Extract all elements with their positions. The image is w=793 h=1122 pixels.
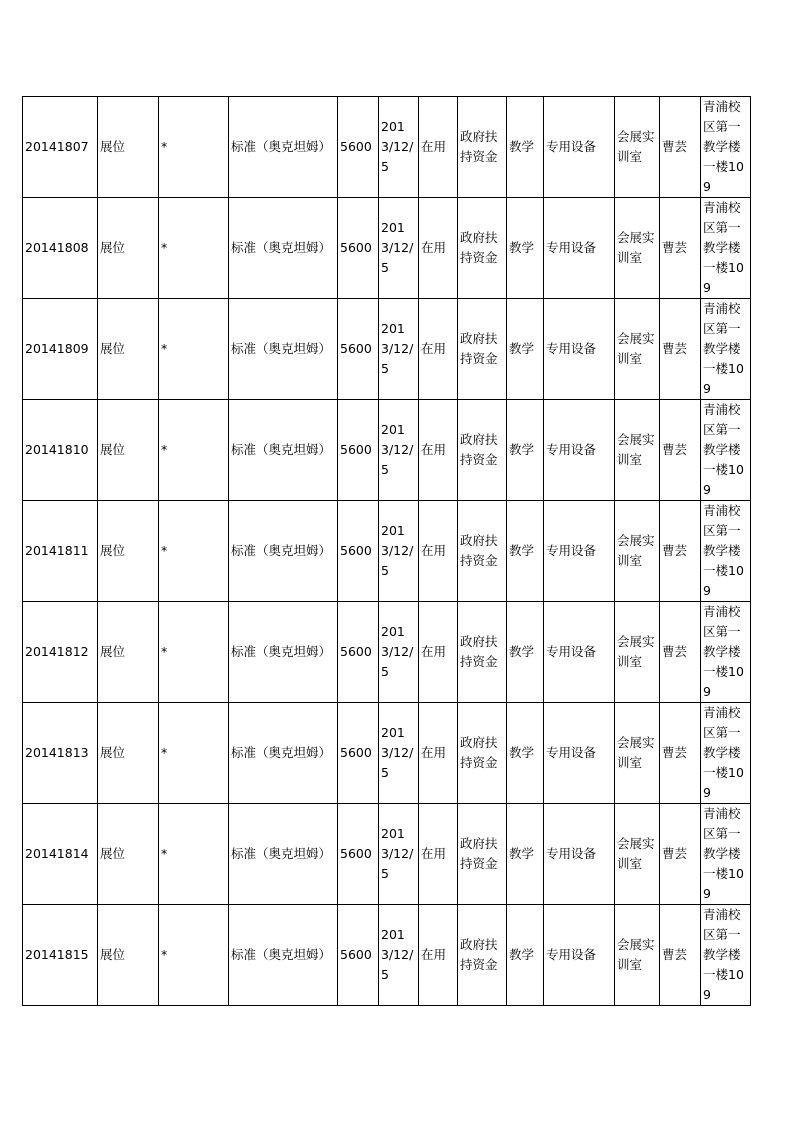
mark-cell: * bbox=[159, 400, 229, 501]
model-cell: 标准（奥克坦姆） bbox=[229, 905, 338, 1006]
department-cell: 会展实训室 bbox=[615, 602, 660, 703]
mark-cell: * bbox=[159, 501, 229, 602]
asset-table bbox=[22, 96, 751, 1006]
date-cell: 2013/12/5 bbox=[379, 198, 419, 299]
date-cell: 2013/12/5 bbox=[379, 905, 419, 1006]
fund-source-cell: 政府扶持资金 bbox=[458, 602, 507, 703]
table-row bbox=[23, 602, 751, 703]
table-body bbox=[23, 97, 751, 1006]
model-cell: 标准（奥克坦姆） bbox=[229, 703, 338, 804]
asset-name-cell: 展位 bbox=[98, 400, 159, 501]
department-cell: 会展实训室 bbox=[615, 703, 660, 804]
status-cell: 在用 bbox=[419, 97, 458, 198]
department-cell: 会展实训室 bbox=[615, 804, 660, 905]
asset-id-cell: 20141809 bbox=[23, 299, 98, 400]
asset-name-cell: 展位 bbox=[98, 501, 159, 602]
category-cell: 专用设备 bbox=[544, 198, 615, 299]
status-cell: 在用 bbox=[419, 501, 458, 602]
asset-name-cell: 展位 bbox=[98, 602, 159, 703]
asset-id-cell: 20141812 bbox=[23, 602, 98, 703]
custodian-cell: 曹芸 bbox=[660, 905, 701, 1006]
usage-cell: 教学 bbox=[507, 602, 544, 703]
location-cell: 青浦校区第一教学楼一楼109 bbox=[701, 198, 751, 299]
asset-id-cell: 20141813 bbox=[23, 703, 98, 804]
status-cell: 在用 bbox=[419, 400, 458, 501]
fund-source-cell: 政府扶持资金 bbox=[458, 804, 507, 905]
asset-name-cell: 展位 bbox=[98, 804, 159, 905]
custodian-cell: 曹芸 bbox=[660, 501, 701, 602]
asset-id-cell: 20141814 bbox=[23, 804, 98, 905]
usage-cell: 教学 bbox=[507, 905, 544, 1006]
price-cell: 5600 bbox=[338, 501, 379, 602]
category-cell: 专用设备 bbox=[544, 703, 615, 804]
location-cell: 青浦校区第一教学楼一楼109 bbox=[701, 299, 751, 400]
location-cell: 青浦校区第一教学楼一楼109 bbox=[701, 804, 751, 905]
date-cell: 2013/12/5 bbox=[379, 97, 419, 198]
department-cell: 会展实训室 bbox=[615, 905, 660, 1006]
location-cell: 青浦校区第一教学楼一楼109 bbox=[701, 97, 751, 198]
asset-register-sheet bbox=[22, 96, 751, 1006]
mark-cell: * bbox=[159, 198, 229, 299]
price-cell: 5600 bbox=[338, 602, 379, 703]
table-row bbox=[23, 97, 751, 198]
mark-cell: * bbox=[159, 804, 229, 905]
fund-source-cell: 政府扶持资金 bbox=[458, 905, 507, 1006]
model-cell: 标准（奥克坦姆） bbox=[229, 97, 338, 198]
model-cell: 标准（奥克坦姆） bbox=[229, 400, 338, 501]
custodian-cell: 曹芸 bbox=[660, 97, 701, 198]
table-row bbox=[23, 400, 751, 501]
asset-id-cell: 20141810 bbox=[23, 400, 98, 501]
usage-cell: 教学 bbox=[507, 97, 544, 198]
category-cell: 专用设备 bbox=[544, 804, 615, 905]
custodian-cell: 曹芸 bbox=[660, 703, 701, 804]
price-cell: 5600 bbox=[338, 804, 379, 905]
asset-name-cell: 展位 bbox=[98, 905, 159, 1006]
category-cell: 专用设备 bbox=[544, 602, 615, 703]
table-row bbox=[23, 501, 751, 602]
status-cell: 在用 bbox=[419, 602, 458, 703]
category-cell: 专用设备 bbox=[544, 400, 615, 501]
status-cell: 在用 bbox=[419, 905, 458, 1006]
fund-source-cell: 政府扶持资金 bbox=[458, 501, 507, 602]
date-cell: 2013/12/5 bbox=[379, 602, 419, 703]
usage-cell: 教学 bbox=[507, 804, 544, 905]
date-cell: 2013/12/5 bbox=[379, 804, 419, 905]
table-row bbox=[23, 299, 751, 400]
usage-cell: 教学 bbox=[507, 198, 544, 299]
table-row bbox=[23, 198, 751, 299]
price-cell: 5600 bbox=[338, 905, 379, 1006]
asset-id-cell: 20141811 bbox=[23, 501, 98, 602]
location-cell: 青浦校区第一教学楼一楼109 bbox=[701, 501, 751, 602]
model-cell: 标准（奥克坦姆） bbox=[229, 299, 338, 400]
price-cell: 5600 bbox=[338, 400, 379, 501]
status-cell: 在用 bbox=[419, 299, 458, 400]
model-cell: 标准（奥克坦姆） bbox=[229, 602, 338, 703]
mark-cell: * bbox=[159, 602, 229, 703]
mark-cell: * bbox=[159, 97, 229, 198]
date-cell: 2013/12/5 bbox=[379, 400, 419, 501]
price-cell: 5600 bbox=[338, 299, 379, 400]
location-cell: 青浦校区第一教学楼一楼109 bbox=[701, 400, 751, 501]
fund-source-cell: 政府扶持资金 bbox=[458, 703, 507, 804]
asset-name-cell: 展位 bbox=[98, 97, 159, 198]
location-cell: 青浦校区第一教学楼一楼109 bbox=[701, 602, 751, 703]
category-cell: 专用设备 bbox=[544, 905, 615, 1006]
asset-name-cell: 展位 bbox=[98, 703, 159, 804]
model-cell: 标准（奥克坦姆） bbox=[229, 804, 338, 905]
date-cell: 2013/12/5 bbox=[379, 501, 419, 602]
mark-cell: * bbox=[159, 703, 229, 804]
price-cell: 5600 bbox=[338, 703, 379, 804]
table-row bbox=[23, 703, 751, 804]
date-cell: 2013/12/5 bbox=[379, 299, 419, 400]
date-cell: 2013/12/5 bbox=[379, 703, 419, 804]
department-cell: 会展实训室 bbox=[615, 299, 660, 400]
custodian-cell: 曹芸 bbox=[660, 400, 701, 501]
usage-cell: 教学 bbox=[507, 400, 544, 501]
fund-source-cell: 政府扶持资金 bbox=[458, 299, 507, 400]
status-cell: 在用 bbox=[419, 804, 458, 905]
asset-name-cell: 展位 bbox=[98, 299, 159, 400]
mark-cell: * bbox=[159, 299, 229, 400]
price-cell: 5600 bbox=[338, 198, 379, 299]
price-cell: 5600 bbox=[338, 97, 379, 198]
department-cell: 会展实训室 bbox=[615, 97, 660, 198]
usage-cell: 教学 bbox=[507, 703, 544, 804]
status-cell: 在用 bbox=[419, 703, 458, 804]
custodian-cell: 曹芸 bbox=[660, 198, 701, 299]
usage-cell: 教学 bbox=[507, 299, 544, 400]
asset-id-cell: 20141815 bbox=[23, 905, 98, 1006]
department-cell: 会展实训室 bbox=[615, 400, 660, 501]
custodian-cell: 曹芸 bbox=[660, 299, 701, 400]
category-cell: 专用设备 bbox=[544, 501, 615, 602]
asset-id-cell: 20141807 bbox=[23, 97, 98, 198]
custodian-cell: 曹芸 bbox=[660, 602, 701, 703]
fund-source-cell: 政府扶持资金 bbox=[458, 400, 507, 501]
table-row bbox=[23, 905, 751, 1006]
asset-id-cell: 20141808 bbox=[23, 198, 98, 299]
fund-source-cell: 政府扶持资金 bbox=[458, 97, 507, 198]
custodian-cell: 曹芸 bbox=[660, 804, 701, 905]
model-cell: 标准（奥克坦姆） bbox=[229, 198, 338, 299]
asset-name-cell: 展位 bbox=[98, 198, 159, 299]
department-cell: 会展实训室 bbox=[615, 198, 660, 299]
usage-cell: 教学 bbox=[507, 501, 544, 602]
location-cell: 青浦校区第一教学楼一楼109 bbox=[701, 703, 751, 804]
location-cell: 青浦校区第一教学楼一楼109 bbox=[701, 905, 751, 1006]
mark-cell: * bbox=[159, 905, 229, 1006]
category-cell: 专用设备 bbox=[544, 97, 615, 198]
table-row bbox=[23, 804, 751, 905]
fund-source-cell: 政府扶持资金 bbox=[458, 198, 507, 299]
status-cell: 在用 bbox=[419, 198, 458, 299]
department-cell: 会展实训室 bbox=[615, 501, 660, 602]
category-cell: 专用设备 bbox=[544, 299, 615, 400]
model-cell: 标准（奥克坦姆） bbox=[229, 501, 338, 602]
